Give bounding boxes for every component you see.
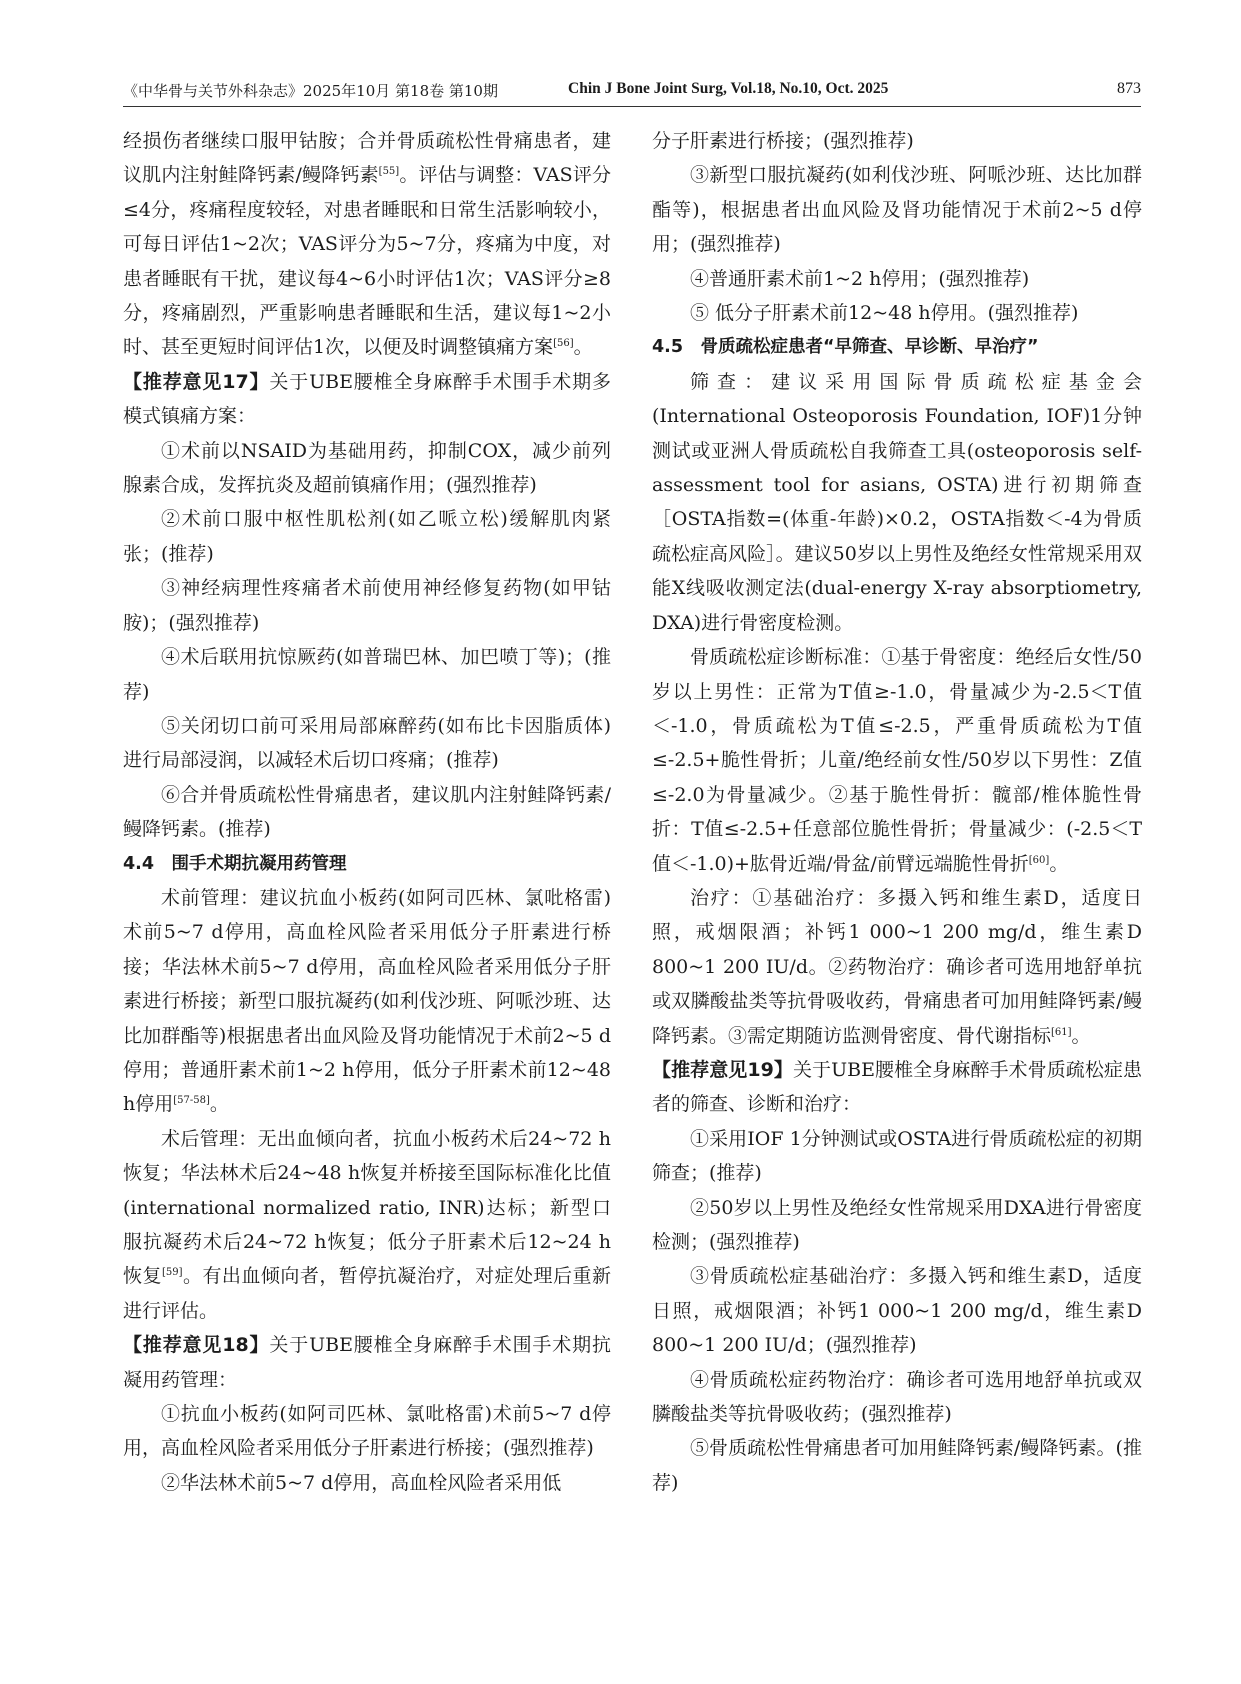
page-number: 873 xyxy=(1117,80,1141,97)
running-header xyxy=(123,80,1141,107)
recommendation-text: 关于UBE腰椎全身麻醉手术围手术期抗凝用药管理： xyxy=(123,1334,611,1391)
citation: [56] xyxy=(553,338,574,350)
citation: [57-58] xyxy=(173,1095,210,1107)
postop-management-paragraph xyxy=(123,1122,611,1328)
paragraph-text: 。评估与调整：VAS评分≤4分，疼痛程度较轻，对患者睡眠和日常生活影响较小，可每日评估1~2次；VAS评分为5~7分，疼痛为中度，对患者睡眠有干扰，建议每4~6小时评估1次；VAS评分≥8分，疼痛剧烈，严重影响患者睡眠和生活，建议每1~2小时、甚至更短时间评估1次，以便及时调整镇痛方案 xyxy=(123,164,611,359)
citation: [61] xyxy=(1051,1026,1072,1038)
list-item: ⑤关闭切口前可采用局部麻醉药(如布比卡因脂质体)进行局部浸润，以减轻术后切口疼痛；(推荐) xyxy=(123,714,611,772)
paragraph-text: 。 xyxy=(1071,1024,1091,1047)
left-column xyxy=(123,124,611,1500)
continued-text: 分子肝素进行桥接；(强烈推荐) xyxy=(652,130,914,152)
paragraph-text: 骨质疏松症诊断标准：①基于骨密度：绝经后女性/50岁以上男性：正常为T值≥-1.0，骨量减少为-2.5＜T值＜-1.0，骨质疏松为T值≤-2.5，严重骨质疏松为T值≤-2.5+脆性骨折；儿童/绝经前女性/50岁以下男性：Z值≤-2.0为骨量减少。②基于脆性骨折：髋部/椎体脆性骨折：T值≤-2.5+任意部位脆性骨折；骨量减少：(-2.5＜T值＜-1.0)+肱骨近端/骨盆/前臂远端脆性骨折 xyxy=(652,646,1142,875)
citation: [55] xyxy=(378,166,400,178)
citation: [59] xyxy=(161,1267,183,1279)
list-item: ②50岁以上男性及绝经女性常规采用DXA进行骨密度检测；(强烈推荐) xyxy=(652,1196,1142,1253)
list-item: ④术后联用抗惊厥药(如普瑞巴林、加巴喷丁等)；(推荐) xyxy=(123,646,611,703)
list-item: ③新型口服抗凝药(如利伐沙班、阿哌沙班、达比加群酯等)，根据患者出血风险及肾功能情况于术前2~5 d停用；(强烈推荐) xyxy=(652,164,1142,256)
pain-assessment-paragraph xyxy=(123,124,611,365)
list-item: ③骨质疏松症基础治疗：多摄入钙和维生素D，适度日照，戒烟限酒；补钙1 000~1 200 mg/d，维生素D 800~1 200 IU/d；(强烈推荐) xyxy=(652,1265,1142,1357)
paragraph-text: 。有出血倾向者，暂停抗凝治疗，对症处理后重新进行评估。 xyxy=(123,1265,611,1322)
paragraph-text: 经损伤者继续口服甲钴胺；合并骨质疏松性骨痛患者，建议肌内注射鲑降钙素/鳗降钙素 xyxy=(123,130,611,187)
preop-management-paragraph xyxy=(123,881,611,1122)
recommendation-17 xyxy=(123,365,611,434)
list-item: ④普通肝素术前1~2 h停用；(强烈推荐) xyxy=(690,267,1030,290)
citation: [60] xyxy=(1028,854,1050,866)
section-heading-4-5: 4.5 骨质疏松症患者“早筛查、早诊断、早治疗” xyxy=(652,337,1039,358)
list-item: ①术前以NSAID为基础用药，抑制COX，减少前列腺素合成，发挥抗炎及超前镇痛作用；(强烈推荐) xyxy=(123,439,611,497)
recommendation-19 xyxy=(652,1053,1142,1122)
paragraph-text: 术前管理：建议抗血小板药(如阿司匹林、氯吡格雷)术前5~7 d停用，高血栓风险者采用低分子肝素进行桥接；华法林术前5~7 d停用，高血栓风险者采用低分子肝素进行桥接；新型口服抗凝药(如利伐沙班、阿哌沙班、达比加群酯等)根据患者出血风险及肾功能情况于术前2~5 d停用；普通肝素术前1~2 h停用，低分子肝素术前12~48 h停用 xyxy=(123,886,611,1116)
list-item: ④骨质疏松症药物治疗：确诊者可选用地舒单抗或双膦酸盐类等抗骨吸收药；(强烈推荐) xyxy=(652,1368,1142,1426)
list-item: ⑥合并骨质疏松性骨痛患者，建议肌内注射鲑降钙素/鳗降钙素。(推荐) xyxy=(123,783,611,841)
recommendation-label: 【推荐意见18】 xyxy=(123,1334,270,1357)
recommendation-18 xyxy=(123,1328,611,1397)
treatment-paragraph xyxy=(652,881,1142,1053)
list-item: ①抗血小板药(如阿司匹林、氯吡格雷)术前5~7 d停用，高血栓风险者采用低分子肝素进行桥接；(强烈推荐) xyxy=(123,1403,611,1460)
recommendation-label: 【推荐意见17】 xyxy=(123,370,270,393)
recommendation-text: 关于UBE腰椎全身麻醉手术围手术期多模式镇痛方案： xyxy=(123,370,611,428)
list-item: ①采用IOF 1分钟测试或OSTA进行骨质疏松症的初期筛查；(推荐) xyxy=(652,1127,1142,1185)
list-item: ③神经病理性疼痛者术前使用神经修复药物(如甲钴胺)；(强烈推荐) xyxy=(123,577,611,634)
journal-title-en: Chin J Bone Joint Surg, Vol.18, No.10, Oct. 2025 xyxy=(568,80,889,97)
list-item: ⑤骨质疏松性骨痛患者可加用鲑降钙素/鳗降钙素。(推荐) xyxy=(652,1437,1142,1494)
paragraph-text: 。 xyxy=(573,336,593,359)
paragraph-text: 治疗：①基础治疗：多摄入钙和维生素D，适度日照，戒烟限酒；补钙1 000~1 200 mg/d，维生素D 800~1 200 IU/d。②药物治疗：确诊者可选用地舒单抗或双膦酸盐类等抗骨吸收药，骨痛患者可加用鲑降钙素/鳗降钙素。③需定期随访监测骨密度、骨代谢指标 xyxy=(652,886,1142,1047)
list-item: ⑤ 低分子肝素术前12~48 h停用。(强烈推荐) xyxy=(690,302,1079,325)
journal-title-cn: 《中华骨与关节外科杂志》2025年10月 第18卷 第10期 xyxy=(123,82,498,100)
list-item: ②华法林术前5~7 d停用，高血栓风险者采用低 xyxy=(161,1471,562,1494)
list-item: ②术前口服中枢性肌松剂(如乙哌立松)缓解肌肉紧张；(推荐) xyxy=(123,508,611,565)
recommendation-label: 【推荐意见19】 xyxy=(652,1058,793,1081)
screening-paragraph: 筛查：建议采用国际骨质疏松症基金会(International Osteoporosis Foundation, IOF)1分钟测试或亚洲人骨质疏松自我筛查工具(osteoporosis self-assessment tool for asians, OSTA)进行初期筛查［OSTA指数=(体重-年龄)×0.2，OSTA指数＜-4为骨质疏松症高风险］。建议50岁以上男性及绝经女性常规采用双能X线吸收测定法(dual-energy X-ray absorptiometry, DXA)进行骨密度检测。 xyxy=(652,370,1142,634)
paragraph-text: 。 xyxy=(1049,852,1069,875)
paragraph-text: 。 xyxy=(209,1093,229,1116)
right-column xyxy=(652,124,1142,1500)
recommendation-text: 关于UBE腰椎全身麻醉手术骨质疏松症患者的筛查、诊断和治疗： xyxy=(652,1058,1142,1116)
diagnosis-paragraph xyxy=(652,640,1142,881)
paragraph-text: 术后管理：无出血倾向者，抗血小板药术后24~72 h恢复；华法林术后24~48 h恢复并桥接至国际标准化比值(international normalized ratio, INR)达标；新型口服抗凝药术后24~72 h恢复；低分子肝素术后12~24 h恢复 xyxy=(123,1127,611,1288)
section-heading-4-4: 4.4 围手术期抗凝用药管理 xyxy=(123,853,347,874)
